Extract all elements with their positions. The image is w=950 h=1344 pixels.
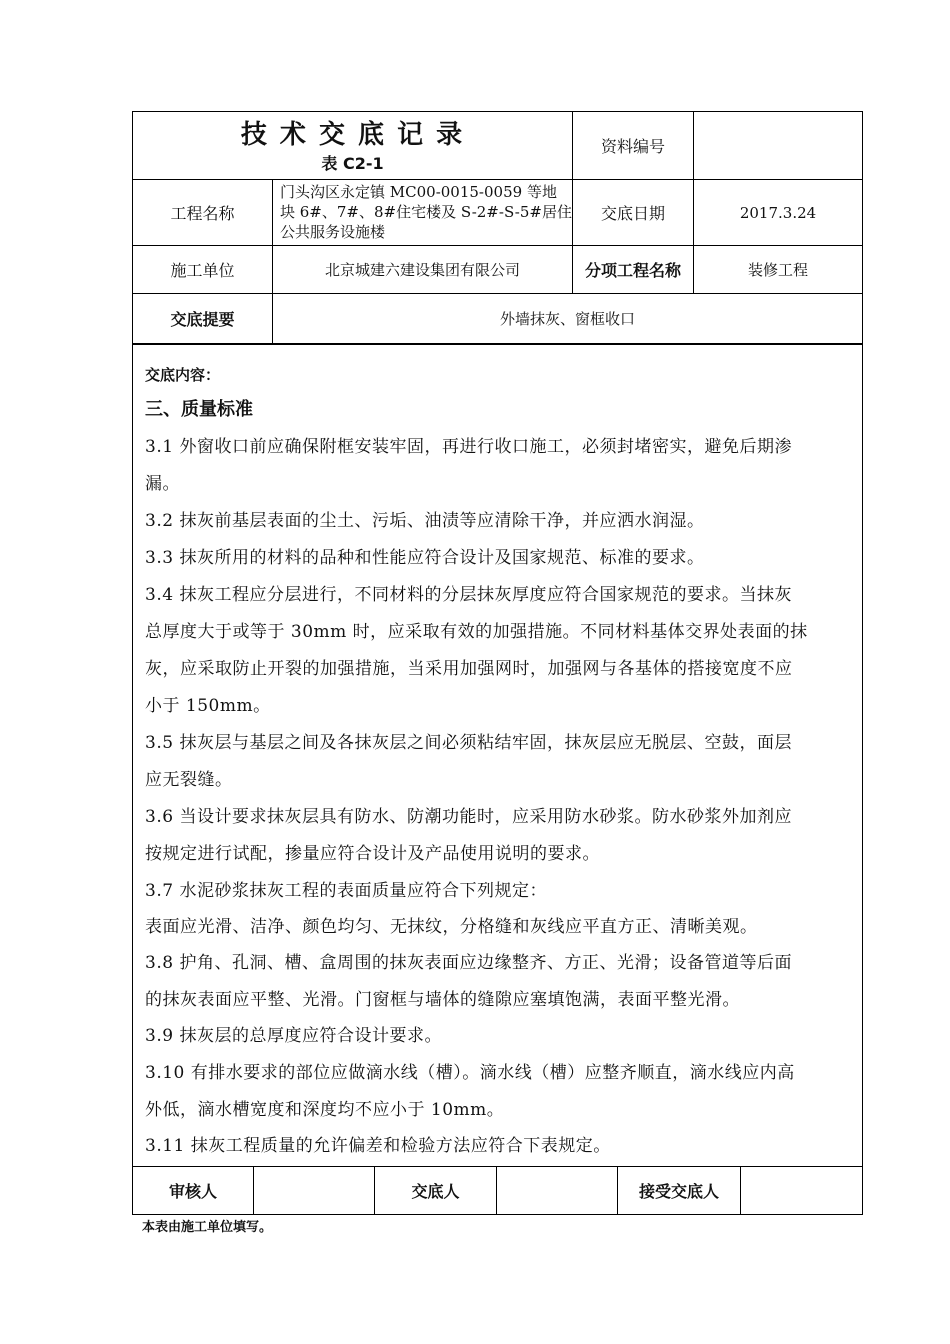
project-label: 工程名称 xyxy=(170,204,235,223)
content-heading: 交底内容： xyxy=(145,366,221,384)
content-line: 总厚度大于或等于 30mm 时，应采取有效的加强措施。不同材料基体交界处表面的抹 xyxy=(145,622,808,642)
summary-label: 交底提要 xyxy=(170,309,235,329)
subproject-label: 分项工程名称 xyxy=(584,261,681,280)
date-label: 交底日期 xyxy=(600,204,665,223)
discloser-label: 交底人 xyxy=(411,1182,460,1201)
project-value xyxy=(280,182,570,242)
date-value: 2017.3.24 xyxy=(739,203,817,222)
summary-value: 外墙抹灰、窗框收口 xyxy=(499,309,635,328)
content-line: 3.11 抹灰工程质量的允许偏差和检验方法应符合下表规定。 xyxy=(145,1136,611,1156)
form-number: 表 C2-1 xyxy=(321,153,384,173)
unit-value: 北京城建六建设集团有限公司 xyxy=(324,261,520,279)
content-line: 表面应光滑、洁净、颜色均匀、无抹纹，分格缝和灰线应平直方正、清晰美观。 xyxy=(145,917,758,937)
content-line: 3.7 水泥砂浆抹灰工程的表面质量应符合下列规定： xyxy=(145,881,547,901)
unit-label: 施工单位 xyxy=(170,261,235,280)
content-line: 3.10 有排水要求的部位应做滴水线（槽）。滴水线（槽）应整齐顺直，滴水线应内高 xyxy=(145,1063,795,1083)
content-line: 小于 150mm。 xyxy=(145,696,271,716)
form-note: 本表由施工单位填写。 xyxy=(142,1220,273,1235)
content-line: 3.4 抹灰工程应分层进行，不同材料的分层抹灰厚度应符合国家规范的要求。当抹灰 xyxy=(145,585,792,605)
content-line: 3.2 抹灰前基层表面的尘土、污垢、油渍等应清除干净，并应洒水润湿。 xyxy=(145,511,705,531)
content-line: 应无裂缝。 xyxy=(145,770,233,790)
project-value-line: 块 6#、7#、8#住宅楼及 S-2#-S-5#居住 xyxy=(280,203,572,221)
content-line: 3.3 抹灰所用的材料的品种和性能应符合设计及国家规范、标准的要求。 xyxy=(145,548,705,568)
content-line: 3.1 外窗收口前应确保附框安装牢固，再进行收口施工，必须封堵密实，避免后期渗 xyxy=(145,437,792,457)
form-title: 技 术 交 底 记 录 xyxy=(240,119,465,150)
content-line: 3.9 抹灰层的总厚度应符合设计要求。 xyxy=(145,1026,442,1046)
content-line: 3.6 当设计要求抹灰层具有防水、防潮功能时，应采用防水砂浆。防水砂浆外加剂应 xyxy=(145,807,792,827)
section-title: 三、质量标准 xyxy=(145,399,253,420)
content-line: 3.5 抹灰层与基层之间及各抹灰层之间必须粘结牢固，抹灰层应无脱层、空鼓，面层 xyxy=(145,733,792,753)
project-value-line: 公共服务设施楼 xyxy=(280,223,386,241)
project-value-line: 门头沟区永定镇 MC00-0015-0059 等地 xyxy=(280,183,557,201)
content-line: 按规定进行试配，掺量应符合设计及产品使用说明的要求。 xyxy=(145,844,600,864)
reviewer-label: 审核人 xyxy=(168,1182,217,1201)
content-line: 灰，应采取防止开裂的加强措施，当采用加强网时，加强网与各基体的搭接宽度不应 xyxy=(145,659,793,679)
content-line: 外低，滴水槽宽度和深度均不应小于 10mm。 xyxy=(145,1100,505,1120)
content-line: 3.8 护角、孔洞、槽、盒周围的抹灰表面应边缘整齐、方正、光滑；设备管道等后面 xyxy=(145,953,792,973)
subproject-value: 装修工程 xyxy=(747,261,808,279)
content-line: 漏。 xyxy=(145,474,180,494)
doc-no-label: 资料编号 xyxy=(600,137,665,156)
content-line: 的抹灰表面应平整、光滑。门窗框与墙体的缝隙应塞填饱满，表面平整光滑。 xyxy=(145,990,740,1010)
receiver-label: 接受交底人 xyxy=(638,1182,719,1201)
